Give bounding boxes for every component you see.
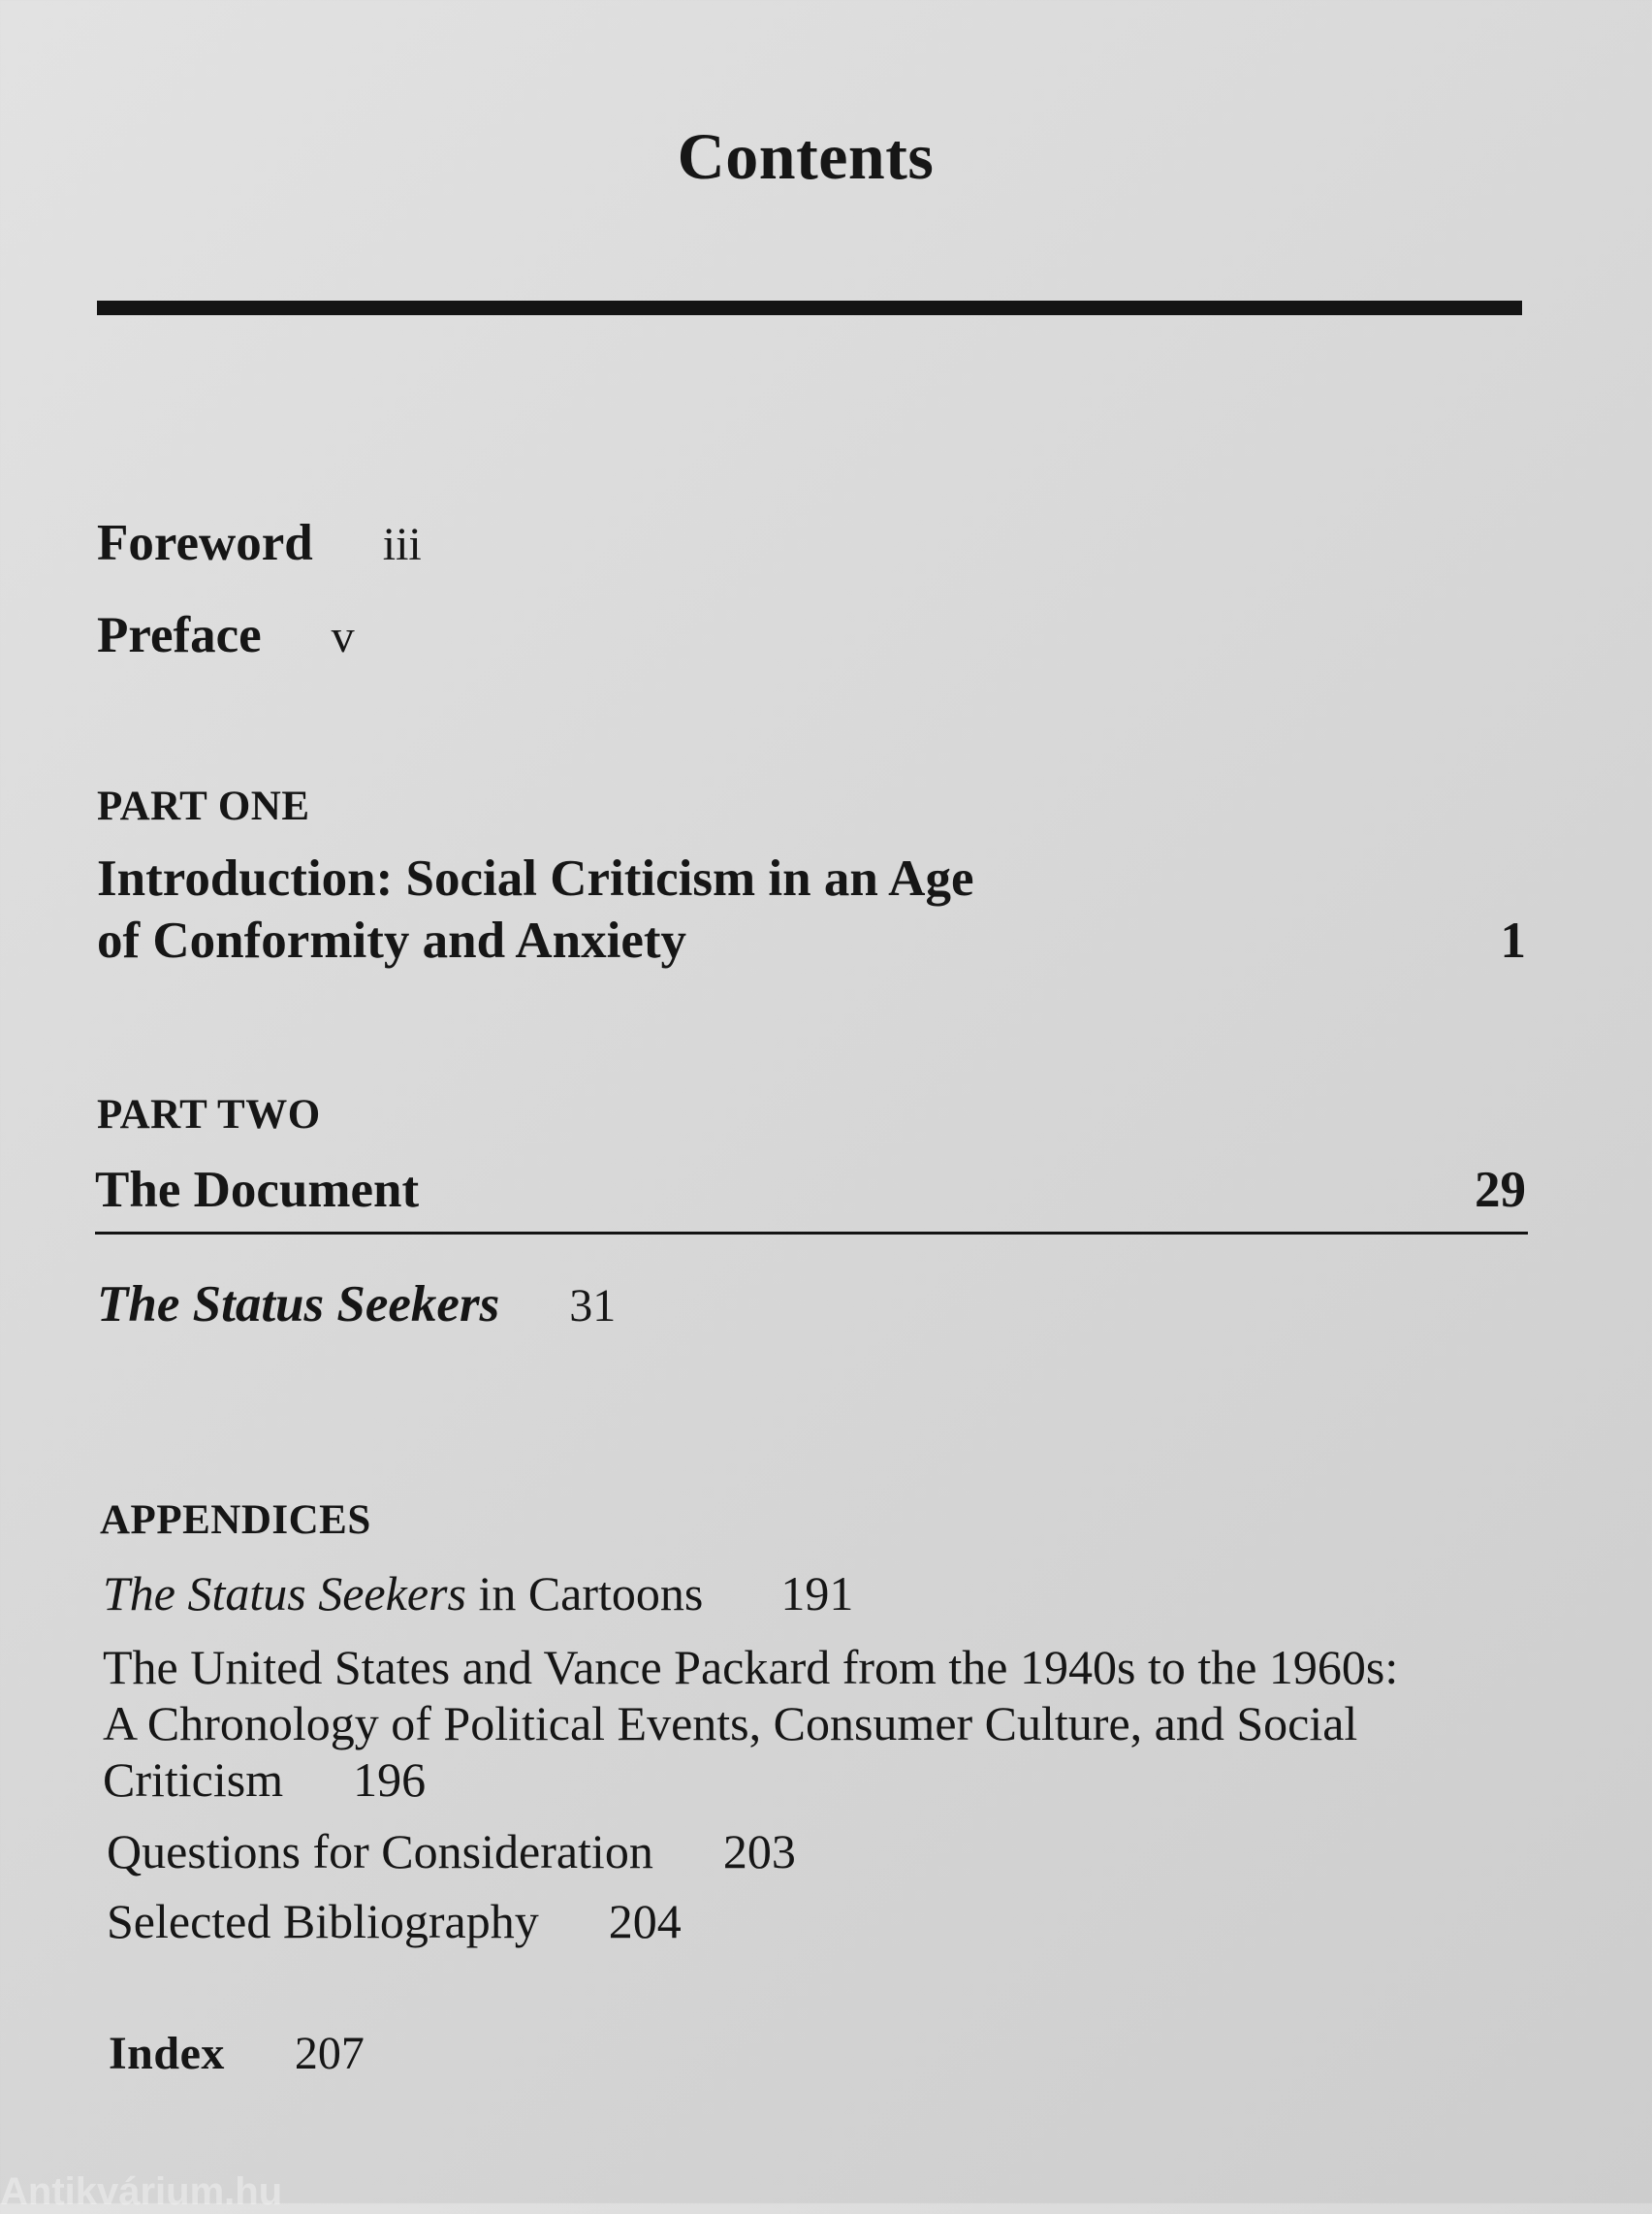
entry-label: The Status Seekers xyxy=(97,1276,500,1332)
watermark: Antikvárium.hu xyxy=(0,2170,283,2213)
entry-page: 203 xyxy=(722,1824,796,1878)
entry-label-rest: in Cartoons xyxy=(465,1566,704,1620)
toc-entry-chronology-line1: The United States and Vance Packard from the 1940s to the 1960s: xyxy=(103,1640,1399,1694)
entry-label: Preface xyxy=(97,607,262,663)
entry-label: Selected Bibliography xyxy=(107,1894,539,1948)
entry-page: v xyxy=(331,611,355,662)
part-one-page: 1 xyxy=(1500,913,1526,969)
toc-entry-index xyxy=(109,2027,365,2080)
part-two-title: The Document xyxy=(95,1162,420,1218)
entry-page: 191 xyxy=(780,1566,854,1620)
entry-page: 196 xyxy=(353,1752,427,1807)
title-rule xyxy=(97,301,1522,315)
part-two-label: PART TWO xyxy=(97,1092,321,1138)
toc-entry-chronology-line3 xyxy=(103,1751,426,1808)
toc-entry-cartoons xyxy=(103,1565,853,1621)
toc-entry-status-seekers xyxy=(97,1275,616,1333)
toc-entry-foreword xyxy=(97,514,422,572)
entry-label: Questions for Consideration xyxy=(107,1824,653,1878)
part-two-rule xyxy=(95,1232,1528,1235)
entry-label: Foreword xyxy=(97,515,313,571)
part-one-title-line1: Introduction: Social Criticism in an Age xyxy=(97,850,974,907)
toc-entry-bibliography xyxy=(107,1893,682,1949)
entry-label: Criticism xyxy=(103,1752,284,1807)
entry-page: 31 xyxy=(569,1280,617,1332)
toc-entry-questions xyxy=(107,1823,796,1879)
appendices-label: APPENDICES xyxy=(100,1497,371,1543)
page-title: Contents xyxy=(677,119,935,193)
entry-label-italic: The Status Seekers xyxy=(103,1566,466,1620)
entry-label: Index xyxy=(109,2028,225,2079)
entry-page: 207 xyxy=(294,2028,365,2079)
part-one-title-line2: of Conformity and Anxiety xyxy=(97,913,687,969)
toc-entry-preface xyxy=(97,606,355,664)
entry-page: 204 xyxy=(608,1894,682,1948)
part-two-page: 29 xyxy=(1475,1162,1526,1218)
entry-page: iii xyxy=(382,519,422,570)
part-one-label: PART ONE xyxy=(97,784,310,829)
toc-entry-chronology-line2: A Chronology of Political Events, Consumer Culture, and Social xyxy=(103,1696,1358,1750)
